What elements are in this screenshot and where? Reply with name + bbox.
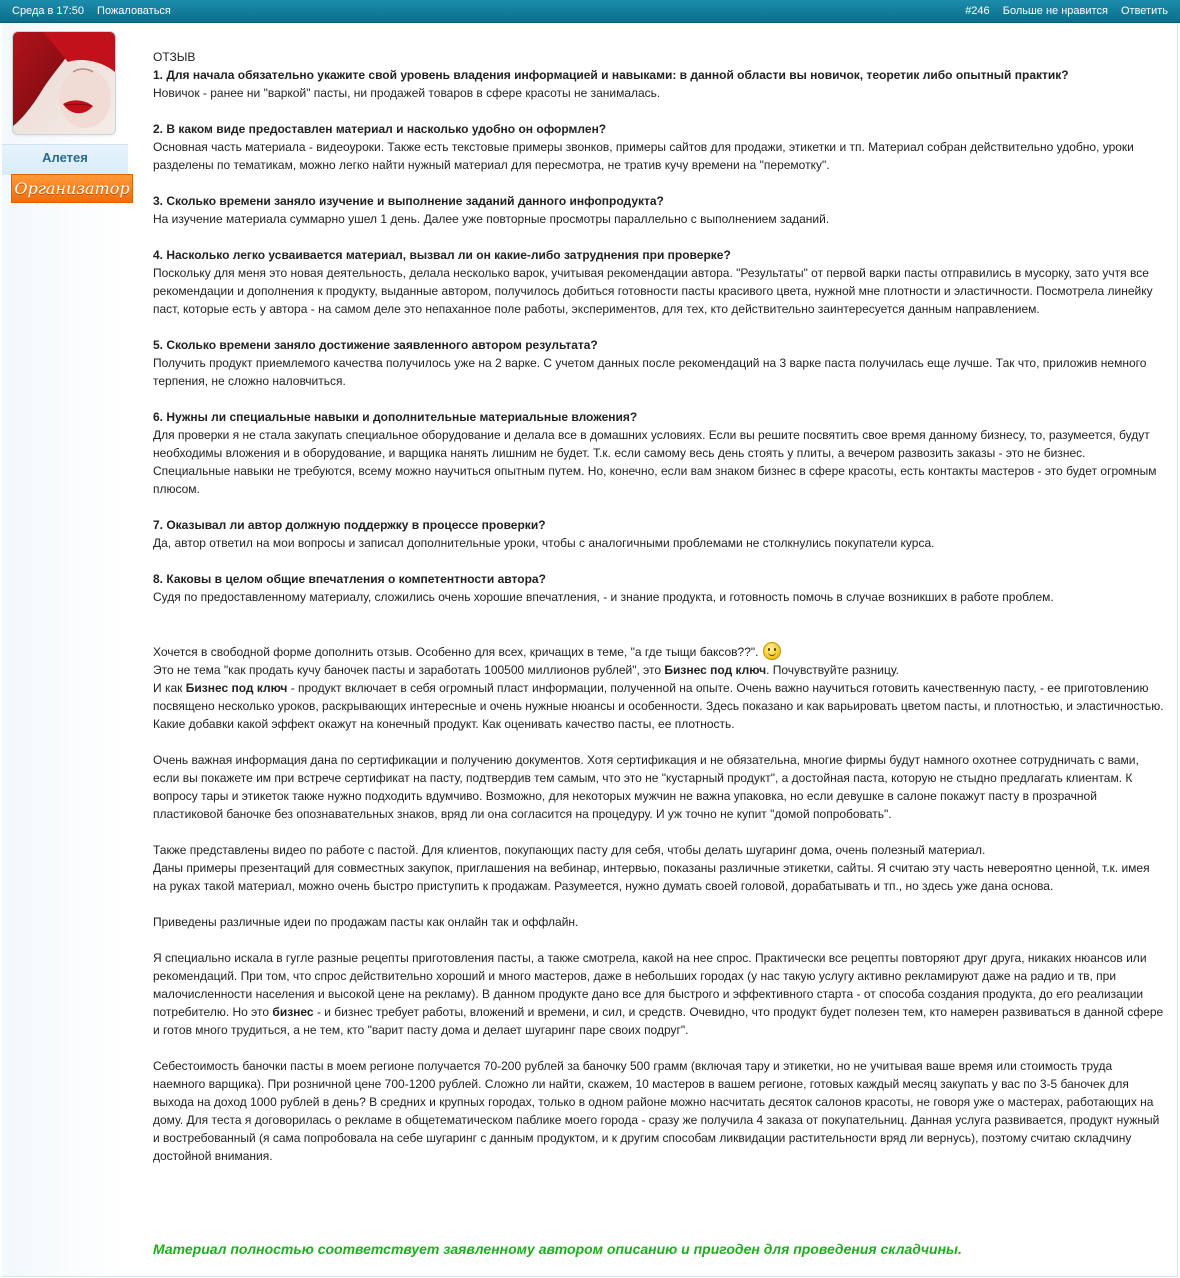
video-paragraph-2: Даны примеры презентаций для совместных закупок, приглашения на вебинар, интервью, показаны различные этикетки, сайты. Я считаю эту часть невероятно ценной, т.к. имея на руках такой материал, можно очень быстро приступить к продажам. Разумеется, нужно думать своей головой, дорабатывать и тп., но здесь уже дана основа. bbox=[153, 861, 1150, 893]
answer-2: Основная часть материала - видеоуроки. Также есть текстовые примеры звонков, примеры сайтов для продажи, этикетки и тп. Материал собран действительно удобно, уроки разделены по тематикам, можно легко найти нужный материал для пересмотра, не тратив кучу времени на "перемотку". bbox=[153, 140, 1134, 172]
post-body bbox=[153, 48, 1166, 1165]
smile-icon bbox=[763, 642, 781, 660]
avatar[interactable] bbox=[12, 31, 116, 135]
question-3: 3. Сколько времени заняло изучение и выполнение заданий данного инфопродукта? bbox=[153, 194, 664, 208]
answer-8: Судя по предоставленному материалу, сложились очень хорошие впечатления, - и знание продукта, и готовность помочь в случае возникших в работе проблем. bbox=[153, 590, 1054, 604]
free-form-intro: Хочется в свободной форме дополнить отзыв. Особенно для всех, кричащих в теме, "а где тыщи баксов??". bbox=[153, 642, 1166, 661]
author-sidebar bbox=[2, 23, 128, 1276]
post-header-bar bbox=[0, 0, 1180, 23]
question-7: 7. Оказывал ли автор должную поддержку в процессе проверки? bbox=[153, 518, 546, 532]
question-1: 1. Для начала обязательно укажите свой уровень владения информацией и навыками: в данной области вы новичок, теоретик либо опытный практик? bbox=[153, 68, 1069, 82]
avatar-photo-icon bbox=[13, 32, 115, 134]
answer-6: Для проверки я не стала закупать специальное оборудование и делала все в домашних условиях. Если вы решите посвятить свое время данному бизнесу, то, разумеется, будут необходимы вложения и в оборудование, и варщика нанять лишним не будет. Т.к. если самому весь день стоять у плиты, а вечером развозить заказы - это не бизнес. Специальные навыки не требуются, всему можно научиться опытным путем. Но, конечно, если вам знаком бизнес в сфере красоты, есть контакты мастеров - это будет огромным плюсом. bbox=[153, 428, 1157, 496]
answer-5: Получить продукт приемлемого качества получилось уже на 2 варке. С учетом данных после рекомендаций на 3 варке паста получилась еще лучше. Так что, приложив немного терпения, не сложно наловчиться. bbox=[153, 356, 1147, 388]
question-8: 8. Каковы в целом общие впечатления о компетентности автора? bbox=[153, 572, 546, 586]
post-number-link[interactable]: #246 bbox=[965, 5, 990, 17]
answer-4: Поскольку для меня это новая деятельность, делала несколько варок, учитывая рекомендации автора. "Результаты" от первой варки пасты отправились в мусорку, зато учтя все рекомендации и дополнения к продукту, выданные автором, получилось добиться готовности пасты красивого цвета, нужной мне плотности и эластичности. Посмотрела линейку паст, которые есть у автора - на самом деле это непаханное поле работы, экспериментов, для тех, кто действительно заинтересуется данным направлением. bbox=[153, 266, 1153, 316]
answer-3: На изучение материала суммарно ушел 1 день. Далее уже повторные просмотры параллельно с выполнением заданий. bbox=[153, 212, 830, 226]
cost-paragraph: Себестоимость баночки пасты в моем регионе получается 70-200 рублей за баночку 500 грамм (включая тару и этикетки, но не учитывая ваше время или стоимость труда наемного варщика). При розничной цене 700-1200 рублей. Сложно ли найти, скажем, 10 мастеров в вашем регионе, готовых каждый месяц закупать у вас по 3-5 баночек для выхода на доход 1000 рублей в день? В средних и крупных городах, только в одном районе можно насчитать десяток салонов красоты, не говоря уже о мастерах, работающих на дому. Для теста я договорилась о рекламе в общетематическом паблике моего города - сразу же получила 4 заказа от покупательниц. Данная услуга развивается, продукт нужный и востребованный (я сама попробовала на себе шугаринг с данным продуктом, и к другим способам ликвидации растительности вряд ли вернусь), поэтому считаю складчину достойной внимания. bbox=[153, 1059, 1160, 1163]
unlike-link[interactable]: Больше не нравится bbox=[1002, 5, 1108, 17]
ideas-paragraph: Приведены различные идеи по продажам пасты как онлайн так и оффлайн. bbox=[153, 915, 579, 929]
question-4: 4. Насколько легко усваивается материал, вызвал ли он какие-либо затруднения при проверке? bbox=[153, 248, 731, 262]
research-paragraph: Я специально искала в гугле разные рецепты приготовления пасты, а также смотрела, какой на нее спрос. Практически все рецепты повторяют друг друга, никаких нюансов или рекомендаций. При том, что спрос действительно хороший и много мастеров, даже в небольших городах (у нас такую услугу активно рекламируют даже на радио и тв, при малочисленности населения и высокой цене на рекламу). В данном продукте дано все для быстрого и эффективного старта - от способа создания продукта, до его реализации потребителю. Но это бизнес - и бизнес требует работы, вложений и времени, и сил, и средств. Очевидно, что продукт будет полезен тем, кто намерен развиваться в данной сфере и готов много трудиться, а не тем, кто "варит пасту дома и делает шугаринг паре своих подруг". bbox=[153, 951, 1164, 1037]
verdict-text: Материал полностью соответствует заявленному автором описанию и пригоден для проведения складчины. bbox=[153, 1241, 962, 1257]
video-paragraph-1: Также представлены видео по работе с пастой. Для клиентов, покупающих пасту для себя, чтобы делать шугаринг дома, очень полезный материал. bbox=[153, 843, 986, 857]
author-name[interactable]: Алетея bbox=[42, 150, 88, 165]
review-heading: ОТЗЫВ bbox=[153, 50, 196, 64]
report-link[interactable]: Пожаловаться bbox=[97, 5, 171, 17]
question-5: 5. Сколько времени заняло достижение заявленного автором результата? bbox=[153, 338, 598, 352]
free-form-paragraph-2: Это не тема "как продать кучу баночек пасты и заработать 100500 миллионов рублей", это Бизнес под ключ. Почувствуйте разницу. bbox=[153, 663, 899, 677]
post-timestamp[interactable]: Среда в 17:50 bbox=[12, 5, 84, 17]
answer-7: Да, автор ответил на мои вопросы и записал дополнительные уроки, чтобы с аналогичными проблемами не столкнулись покупатели курса. bbox=[153, 536, 935, 550]
answer-1: Новичок - ранее ни "варкой" пасты, ни продажей товаров в сфере красоты не занималась. bbox=[153, 86, 661, 100]
question-2: 2. В каком виде предоставлен материал и насколько удобно он оформлен? bbox=[153, 122, 607, 136]
free-form-paragraph-3: И как Бизнес под ключ - продукт включает в себя огромный пласт информации, полученной на опыте. Очень важно научиться готовить качественную пасту, - ее приготовлению посвящено несколько уроков, раскрывающих интересные и очень нужные нюансы и особенности. Здесь показано и как варьировать цветом пасты, и плотностью, и эластичностью. Какие добавки какой эффект окажут на конечный продукт. Как оценивать качество пасты, ее плотность. bbox=[153, 681, 1164, 731]
certification-paragraph: Очень важная информация дана по сертификации и получению документов. Хотя сертификация и не обязательна, многие фирмы будут намного охотнее сотрудничать с вами, если вы покажете им при встрече сертификат на пасту, подтвердив тем самым, что это не "кустарный продукт", а достойная паста, которую не стыдно предлагать клиентам. К вопросу тары и этикеток также нужно подходить вдумчиво. Возможно, для некоторых мужчин не важна упаковка, но если девушке в салоне покажут пасту в прозрачной пластиковой баночке без опознавательных знаков, вряд ли она согласится на процедуру. И уж точно не купит "домой попробовать". bbox=[153, 753, 1139, 821]
rank-badge: Организатор bbox=[11, 174, 133, 203]
question-6: 6. Нужны ли специальные навыки и дополнительные материальные вложения? bbox=[153, 410, 638, 424]
reply-link[interactable]: Ответить bbox=[1120, 5, 1168, 17]
